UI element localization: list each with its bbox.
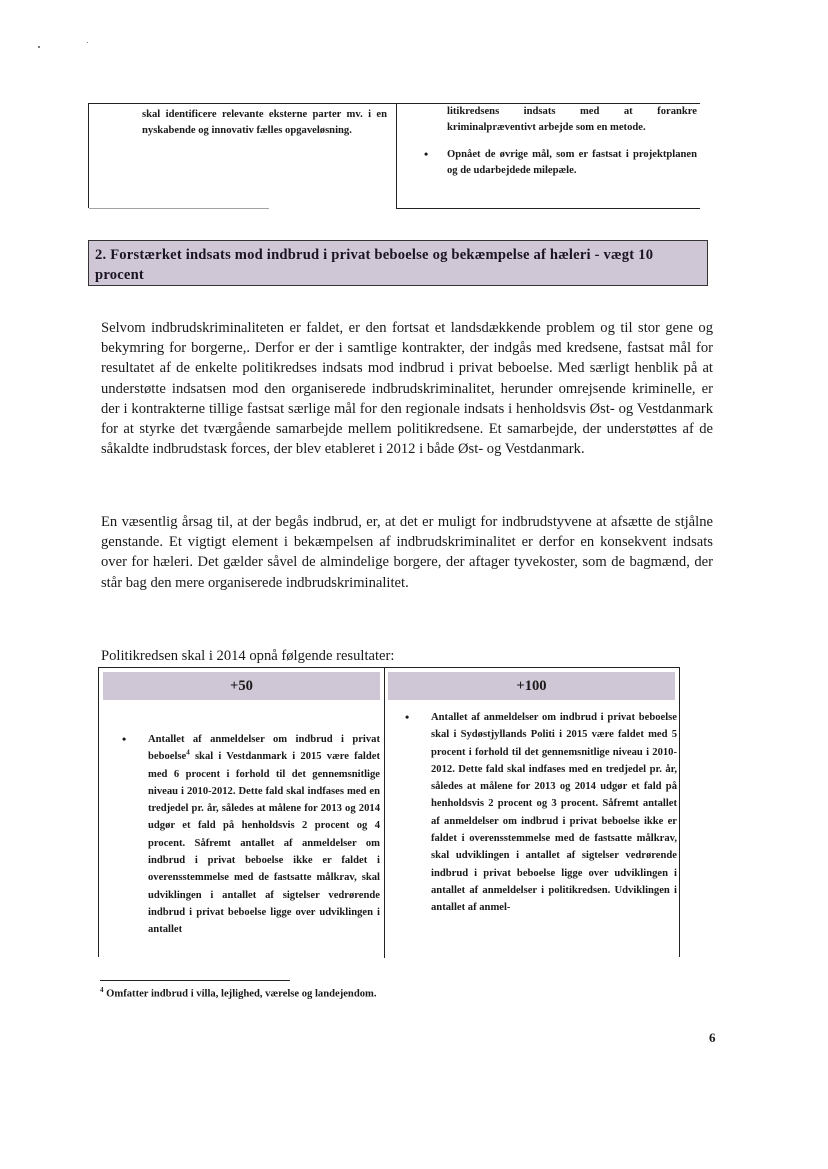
body-paragraph-1: Selvom indbrudskriminaliteten er faldet, er den fortsat et landsdækkende problem og til stor gene og bekymring for borgerne,. Derfor er der i samtlige kontrakter, der indgås med kredsene, fastsat mål for resultatet af de enkelte politikredses indsats mod indbrud i privat beboelse. Med særligt henblik på at understøtte indsatsen mod den organiserede indbrudskriminalitet, herunder omrejsende kriminelle, er der i kontrakterne tillige fastsat særlige mål for den regionale indsats i henholdsvis Øst- og Vestdanmark for at styrke det tværgående samarbejde mellem politikredsene. Et samarbejde, der understøttes af de såkaldte indbrudstask forces, der blev etableret i 2012 i både Øst- og Vestdanmark. (101, 320, 713, 458)
scan-speck (87, 42, 88, 43)
top-table-left-cell: skal identificere relevante eksterne parter mv. i en nyskabende og innovativ fælles opgaveløsning. (142, 109, 387, 136)
column-divider (396, 104, 397, 208)
bullet-icon: • (405, 710, 410, 724)
results-right-cell (405, 709, 677, 917)
page-number: 6 (709, 1030, 716, 1045)
table-bottom-rule-faint (89, 208, 269, 209)
footnote-reference: 4 (186, 748, 190, 757)
top-table-bullet-list (424, 147, 697, 178)
top-table-right-cell (424, 104, 697, 178)
scan-speck (38, 46, 40, 48)
footnote-rule (100, 980, 290, 981)
results-table (98, 667, 680, 957)
left-cell-text-start: Antallet af anmeldelser om indbrud i privat beboelse (148, 734, 380, 763)
table-bottom-rule (396, 208, 700, 209)
left-cell-text-rest: skal i Vestdanmark i 2015 være faldet med 6 procent i forhold til det gennemsnitlige niveau i 2010-2012. Dette fald skal indfases med en tredjedel pr. år, således at målene for 2013 og 2014 udgør et fald på henholdsvis 2 procent og 4 procent. Såfremt antallet af anmeldelser om indbrud i privat beboelse ikke er faldet i overensstemmelse med de fastsatte målkrav, skal udviklingen i antallet af sigtelser vedrørende indbrud i privat beboelse ligge over udviklingen i antallet (148, 751, 380, 936)
results-table-header-row (99, 668, 679, 702)
footnote-text: Omfatter indbrud i villa, lejlighed, værelse og landejendom. (103, 988, 377, 1000)
top-table-right-intro: litikredsens indsats med at forankre kriminalpræventivt arbejde som en metode. (447, 106, 697, 133)
section-heading: 2. Forstærket indsats mod indbrud i privat beboelse og bekæmpelse af hæleri - vægt 10 procent (88, 240, 708, 286)
list-item-text: Opnået de øvrige mål, som er fastsat i projektplanen og de udarbejdede milepæle. (447, 149, 697, 176)
header-plus-50: +50 (103, 672, 380, 700)
footnote-marker: 4 (100, 986, 104, 994)
header-plus-100: +100 (388, 672, 675, 700)
footnote (100, 986, 377, 1000)
bullet-icon: • (424, 147, 429, 161)
top-continuation-table (88, 103, 700, 208)
bullet-icon: • (122, 732, 127, 746)
body-paragraph-2: En væsentlig årsag til, at der begås indbrud, er, at det er muligt for indbrudstyvene at afsætte de stjålne genstande. Et vigtigt element i bekæmpelsen af indbrudskriminalitet er derfor en konsekvent indsats over for hæleri. Det gælder såvel de almindelige borgere, der aftager tyvekoster, som de bagmænd, der står bag den mere organiserede indbrudskriminalitet. (101, 514, 713, 591)
list-item (424, 147, 697, 178)
right-cell-text: Antallet af anmeldelser om indbrud i privat beboelse skal i Sydøstjyllands Politi i 2015 være faldet med 5 procent i forhold til det gennemsnitlige niveau i 2010-2012. Dette fald skal indfases med en tredjedel pr. år, således at målene for 2013 og 2014 udgør et fald på henholdsvis 2 procent og 3 procent. Såfremt antallet af anmeldelser om indbrud i privat beboelse ikke er faldet i overensstemmelse med de fastsatte målkrav, skal udviklingen i antallet af sigtelser vedrørende indbrud i privat beboelse ligge over udviklingen i antallet af anmeldelser i politikredsen. Udviklingen i antallet af anmel- (431, 712, 677, 914)
column-divider (384, 668, 385, 958)
results-left-cell (122, 731, 380, 939)
results-intro: Politikredsen skal i 2014 opnå følgende resultater: (101, 648, 395, 664)
